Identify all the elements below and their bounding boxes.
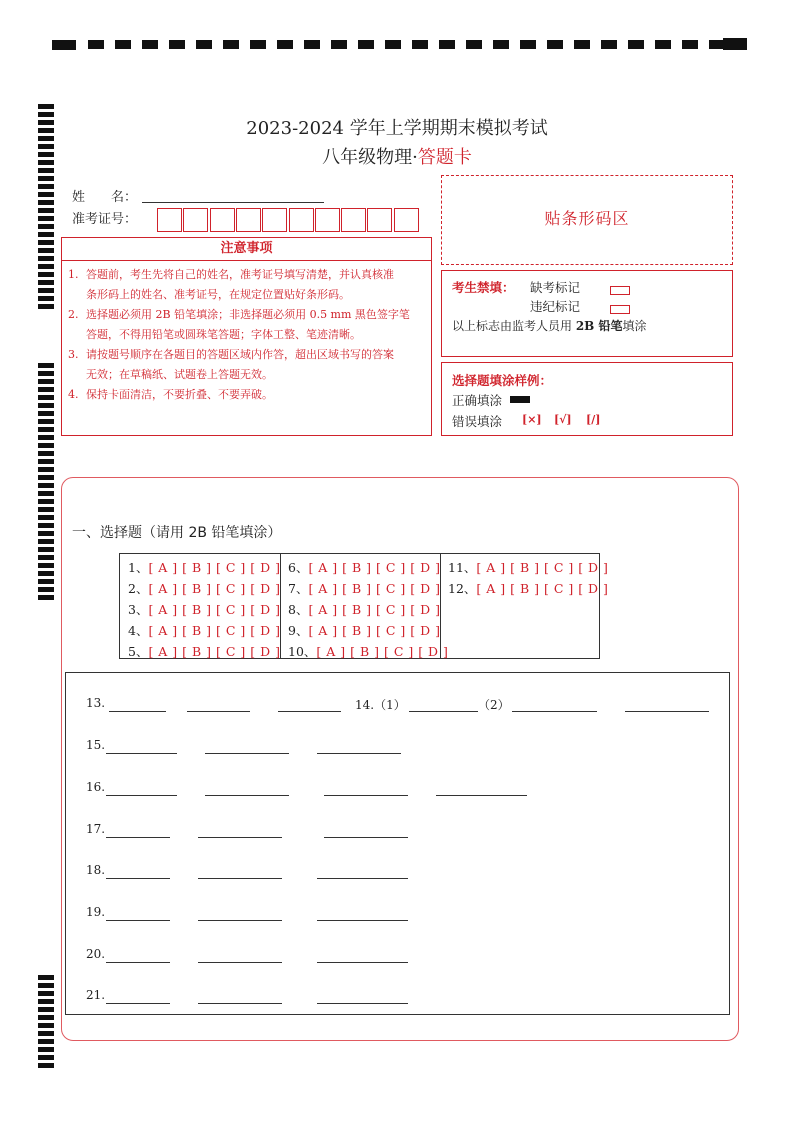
timing-mark: [38, 288, 54, 293]
timing-mark: [38, 1055, 54, 1060]
timing-mark: [38, 208, 54, 213]
answer-blank[interactable]: [187, 710, 250, 712]
answer-blank[interactable]: [106, 961, 170, 963]
notice-item-cont: 无效；在草稿纸、试题卷上答题无效。: [86, 368, 273, 381]
exam-id-digit-box[interactable]: [315, 208, 340, 232]
timing-mark: [38, 427, 54, 432]
timing-mark: [38, 363, 54, 368]
choice-question-number: 10、: [288, 644, 317, 659]
timing-mark: [38, 192, 54, 197]
section-title: 一、选择题（请用 2B 铅笔填涂）: [72, 525, 282, 541]
answer-blank[interactable]: [436, 794, 527, 796]
timing-mark: [38, 176, 54, 181]
timing-mark: [38, 200, 54, 205]
timing-mark: [38, 296, 54, 301]
timing-mark: [38, 1039, 54, 1044]
question-17-label: 17.: [86, 822, 106, 836]
choice-question-row[interactable]: [288, 579, 440, 597]
answer-blank[interactable]: [198, 836, 282, 838]
choice-question-row[interactable]: [288, 621, 440, 639]
exam-id-label: 准考证号：: [72, 212, 138, 227]
choice-question-row[interactable]: [128, 579, 280, 597]
timing-mark: [38, 395, 54, 400]
answer-blank[interactable]: [278, 710, 341, 712]
name-label: 姓 名：: [72, 190, 138, 205]
answer-blank[interactable]: [106, 752, 177, 754]
choice-question-row[interactable]: [128, 642, 280, 660]
exam-id-digit-box[interactable]: [157, 208, 182, 232]
exam-id-digit-box[interactable]: [289, 208, 314, 232]
answer-blank[interactable]: [409, 710, 478, 712]
choice-question-row[interactable]: [448, 558, 608, 576]
timing-mark: [38, 587, 54, 592]
timing-mark: [38, 403, 54, 408]
choice-question-number: 8、: [288, 602, 309, 617]
timing-mark: [38, 379, 54, 384]
choice-options[interactable]: [ A ] [ B ] [ C ] [ D ]: [148, 602, 281, 617]
answer-blank[interactable]: [198, 961, 282, 963]
timing-mark: [38, 419, 54, 424]
timing-mark: [38, 579, 54, 584]
timing-mark: [38, 547, 54, 552]
notice-item-cont: 条形码上的姓名、准考证号，在规定位置贴好条形码。: [86, 288, 350, 301]
timing-mark: [38, 595, 54, 600]
timing-mark: [38, 443, 54, 448]
timing-mark: [38, 483, 54, 488]
question-14-part2-label: （2）: [478, 698, 510, 712]
question-18-label: 18.: [86, 863, 106, 877]
question-14-label: 14.（1）: [355, 698, 406, 712]
choice-table: [119, 553, 609, 659]
answer-blank[interactable]: [106, 1002, 170, 1004]
timing-mark: [38, 475, 54, 480]
barcode-area: [441, 175, 733, 265]
timing-mark: [38, 1031, 54, 1036]
timing-mark: [38, 224, 54, 229]
exam-id-digit-box[interactable]: [367, 208, 392, 232]
answer-blank[interactable]: [317, 877, 408, 879]
violation-mark-box[interactable]: [610, 299, 630, 318]
notice-content: [61, 260, 432, 436]
choice-options[interactable]: [ A ] [ B ] [ C ] [ D ]: [148, 623, 281, 638]
answer-blank[interactable]: [106, 836, 170, 838]
exam-title: 2023-2024 学年上学期期末模拟考试: [246, 118, 548, 139]
timing-mark: [38, 371, 54, 376]
timing-mark: [38, 1063, 54, 1068]
question-13-label: 13.: [86, 696, 106, 710]
timing-mark: [38, 248, 54, 253]
question-16-label: 16.: [86, 780, 106, 794]
choice-options[interactable]: [ A ] [ B ] [ C ] [ D ]: [316, 644, 449, 659]
timing-mark: [38, 280, 54, 285]
answer-card-label: 答题卡: [417, 147, 472, 168]
choice-options[interactable]: [ A ] [ B ] [ C ] [ D ]: [148, 644, 281, 659]
timing-mark: [38, 499, 54, 504]
timing-mark: [38, 232, 54, 237]
timing-mark: [38, 104, 54, 109]
choice-question-number: 9、: [288, 623, 309, 638]
timing-mark: [38, 304, 54, 309]
timing-mark: [38, 467, 54, 472]
notice-item-cont: 答题，不得用铅笔或圆珠笔答题；字体工整、笔迹清晰。: [86, 328, 361, 341]
notice-header: [61, 237, 432, 261]
timing-mark: [38, 387, 54, 392]
exam-id-digit-box[interactable]: [394, 208, 419, 232]
choice-options[interactable]: [ A ] [ B ] [ C ] [ D ]: [308, 602, 441, 617]
answer-blank[interactable]: [198, 877, 282, 879]
correct-fill-label: 正确填涂: [452, 393, 503, 408]
timing-mark: [38, 459, 54, 464]
proctor-note: 以上标志由监考人员用 2B 铅笔填涂: [452, 319, 647, 333]
answer-blank[interactable]: [106, 877, 170, 879]
subject-label: 八年级物理·: [322, 147, 418, 168]
choice-question-number: 2、: [128, 581, 149, 596]
notice-item: 4. 保持卡面清洁，不要折叠、不要弄破。: [68, 388, 273, 401]
timing-mark: [38, 435, 54, 440]
answer-blank[interactable]: [625, 710, 709, 712]
barcode-label: 贴条形码区: [544, 209, 630, 228]
choice-options[interactable]: [ A ] [ B ] [ C ] [ D ]: [308, 560, 441, 575]
wrong-fill-sample: [/]: [586, 413, 601, 426]
proctor-box: [441, 270, 733, 357]
violation-label: 违纪标记: [530, 299, 581, 314]
fill-in-box: [65, 672, 730, 1015]
timing-mark: [38, 1023, 54, 1028]
answer-blank[interactable]: [205, 752, 289, 754]
choice-question-row[interactable]: [128, 600, 280, 618]
choice-options[interactable]: [ A ] [ B ] [ C ] [ D ]: [148, 560, 281, 575]
answer-blank[interactable]: [324, 794, 408, 796]
timing-mark: [38, 555, 54, 560]
choice-question-row[interactable]: [288, 642, 448, 660]
choice-question-number: 3、: [128, 602, 149, 617]
notice-item: 1. 答题前，考生先将自己的姓名，准考证号填写清楚，并认真核准: [68, 268, 394, 281]
choice-options[interactable]: [ A ] [ B ] [ C ] [ D ]: [476, 560, 609, 575]
timing-mark: [38, 563, 54, 568]
exam-id-digit-box[interactable]: [210, 208, 235, 232]
notice-item: 2. 选择题必须用 2B 铅笔填涂；非选择题必须用 0.5 mm 黑色签字笔: [68, 308, 410, 321]
answer-blank[interactable]: [106, 919, 170, 921]
absent-mark-box[interactable]: [610, 280, 630, 299]
answer-blank[interactable]: [317, 1002, 408, 1004]
timing-mark: [38, 184, 54, 189]
question-21-label: 21.: [86, 988, 106, 1002]
answer-blank[interactable]: [324, 836, 408, 838]
answer-blank[interactable]: [205, 794, 289, 796]
answer-blank[interactable]: [106, 794, 177, 796]
name-field[interactable]: [142, 188, 324, 203]
timing-mark: [38, 515, 54, 520]
choice-question-number: 6、: [288, 560, 309, 575]
choice-question-row[interactable]: [288, 558, 440, 576]
fill-sample-box: [441, 362, 733, 436]
choice-question-row[interactable]: [128, 558, 280, 576]
question-15-label: 15.: [86, 738, 106, 752]
timing-mark: [38, 999, 54, 1004]
wrong-fill-label: 错误填涂: [452, 414, 503, 429]
exam-id-digit-box[interactable]: [262, 208, 287, 232]
fill-sample-title: 选择题填涂样例：: [452, 373, 553, 388]
correct-fill-sample: [510, 396, 530, 403]
timing-mark: [38, 1015, 54, 1020]
choice-options[interactable]: [ A ] [ B ] [ C ] [ D ]: [476, 581, 609, 596]
timing-mark: [38, 523, 54, 528]
exam-id-digit-box[interactable]: [236, 208, 261, 232]
question-19-label: 19.: [86, 905, 106, 919]
answer-blank[interactable]: [198, 1002, 282, 1004]
exam-id-digit-box[interactable]: [341, 208, 366, 232]
choice-options[interactable]: [ A ] [ B ] [ C ] [ D ]: [148, 581, 281, 596]
timing-mark: [38, 256, 54, 261]
timing-mark: [38, 411, 54, 416]
answer-blank[interactable]: [109, 710, 166, 712]
timing-mark: [38, 975, 54, 980]
answer-blank[interactable]: [198, 919, 282, 921]
timing-mark: [38, 491, 54, 496]
proctor-label: 考生禁填：: [452, 280, 515, 295]
choice-question-number: 1、: [128, 560, 149, 575]
timing-mark: [38, 531, 54, 536]
choice-question-number: 5、: [128, 644, 149, 659]
choice-question-row[interactable]: [448, 579, 608, 597]
choice-question-row[interactable]: [128, 621, 280, 639]
answer-blank[interactable]: [317, 961, 408, 963]
answer-blank[interactable]: [317, 752, 401, 754]
timing-mark: [38, 991, 54, 996]
timing-mark: [38, 240, 54, 245]
timing-mark: [38, 507, 54, 512]
timing-mark: [38, 1007, 54, 1012]
timing-mark: [38, 539, 54, 544]
question-20-label: 20.: [86, 947, 106, 961]
choice-options[interactable]: [ A ] [ B ] [ C ] [ D ]: [308, 581, 441, 596]
card-subtitle: [0, 143, 794, 169]
notice-item: 3. 请按题号顺序在各题目的答题区域内作答，超出区域书写的答案: [68, 348, 394, 361]
choice-question-number: 4、: [128, 623, 149, 638]
answer-blank[interactable]: [317, 919, 408, 921]
timing-mark: [38, 983, 54, 988]
answer-blank[interactable]: [512, 710, 597, 712]
choice-question-number: 11、: [448, 560, 477, 575]
timing-mark: [38, 216, 54, 221]
timing-mark: [38, 264, 54, 269]
wrong-fill-sample: [√]: [554, 413, 572, 426]
choice-question-number: 12、: [448, 581, 477, 596]
choice-options[interactable]: [ A ] [ B ] [ C ] [ D ]: [308, 623, 441, 638]
timing-mark: [38, 272, 54, 277]
timing-mark: [38, 571, 54, 576]
absent-label: 缺考标记: [530, 280, 581, 295]
exam-id-digit-box[interactable]: [183, 208, 208, 232]
notice-title: 注意事项: [220, 241, 273, 256]
wrong-fill-sample: [×]: [522, 413, 542, 426]
timing-mark: [38, 451, 54, 456]
choice-question-row[interactable]: [288, 600, 440, 618]
timing-mark: [38, 1047, 54, 1052]
choice-question-number: 7、: [288, 581, 309, 596]
